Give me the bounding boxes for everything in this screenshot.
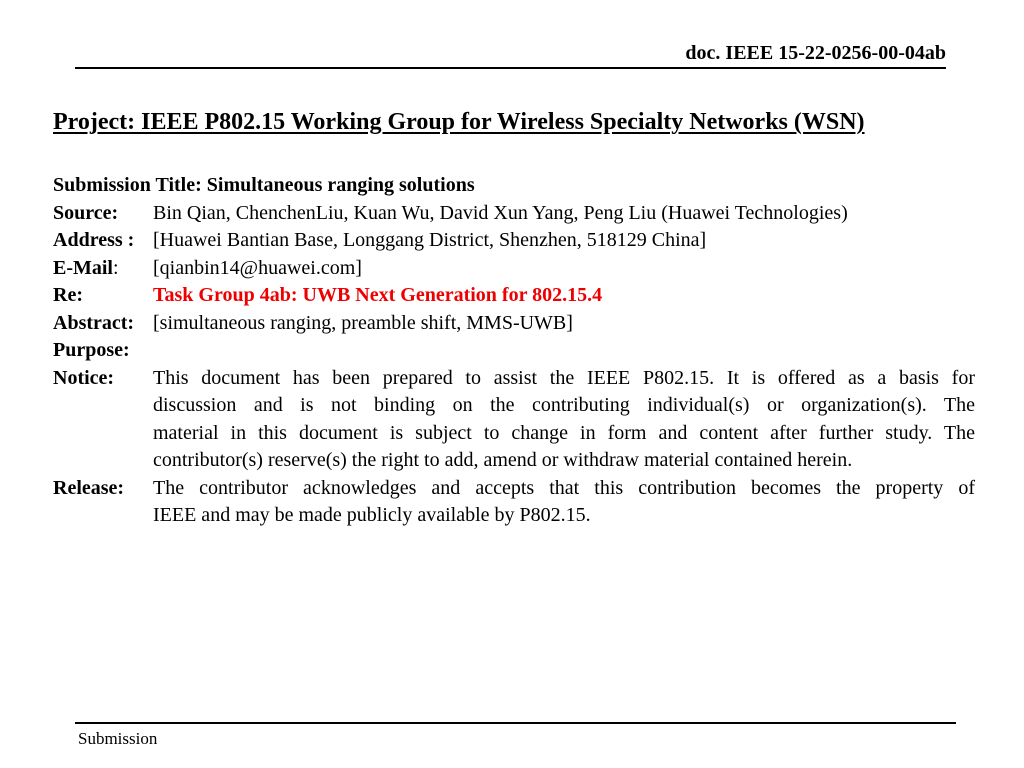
- field-row-source: [53, 200, 975, 228]
- field-row-email: [53, 255, 975, 283]
- address-label: Address :: [53, 229, 135, 251]
- source-value: Bin Qian, ChenchenLiu, Kuan Wu, David Xun Yang, Peng Liu (Huawei Technologies): [153, 201, 848, 224]
- notice-line: This document has been prepared to assist the IEEE P802.15. It is offered as a basis for: [153, 366, 975, 389]
- page-footer: [75, 722, 956, 749]
- notice-paragraph: [153, 365, 975, 475]
- re-label: Re:: [53, 284, 83, 306]
- page-header: [75, 40, 946, 69]
- notice-line: discussion and is not binding on the contributing individual(s) or organization(s). The: [153, 394, 975, 416]
- release-label: Release:: [53, 476, 125, 499]
- notice-line: material in this document is subject to change in form and content after further study. The: [153, 421, 975, 444]
- submission-fields: [53, 172, 975, 530]
- doc-number: doc. IEEE 15-22-0256-00-04ab: [685, 42, 946, 64]
- notice-line: contributor(s) reserve(s) the right to add, amend or withdraw material contained herein.: [153, 449, 853, 471]
- field-row-release: [53, 475, 975, 530]
- abstract-value: [simultaneous ranging, preamble shift, MMS-UWB]: [153, 311, 573, 334]
- email-value: [qianbin14@huawei.com]: [153, 256, 362, 279]
- field-row-address: [53, 227, 975, 255]
- field-row-notice: [53, 365, 975, 475]
- notice-label: Notice:: [53, 366, 115, 389]
- purpose-label: Purpose:: [53, 339, 130, 361]
- address-value: [Huawei Bantian Base, Longgang District, Shenzhen, 518129 China]: [153, 229, 707, 251]
- field-row-purpose: [53, 337, 975, 365]
- email-label: E-Mail:: [53, 256, 119, 279]
- email-label-colon: :: [113, 256, 119, 279]
- submission-title-line: Submission Title: Simultaneous ranging solutions: [53, 174, 475, 196]
- field-row-re: [53, 282, 975, 310]
- field-row-abstract: [53, 310, 975, 338]
- release-line: The contributor acknowledges and accepts that this contribution becomes the property of: [153, 476, 975, 499]
- release-paragraph: [153, 475, 975, 530]
- re-value: Task Group 4ab: UWB Next Generation for 802.15.4: [153, 284, 603, 306]
- field-row-submission-title: [53, 172, 975, 200]
- abstract-label: Abstract:: [53, 311, 135, 334]
- source-label: Source:: [53, 201, 119, 224]
- footer-submission-label: Submission: [78, 729, 158, 748]
- release-line: IEEE and may be made publicly available by P802.15.: [153, 504, 591, 526]
- page-title: Project: IEEE P802.15 Working Group for Wireless Specialty Networks (WSN): [53, 109, 865, 135]
